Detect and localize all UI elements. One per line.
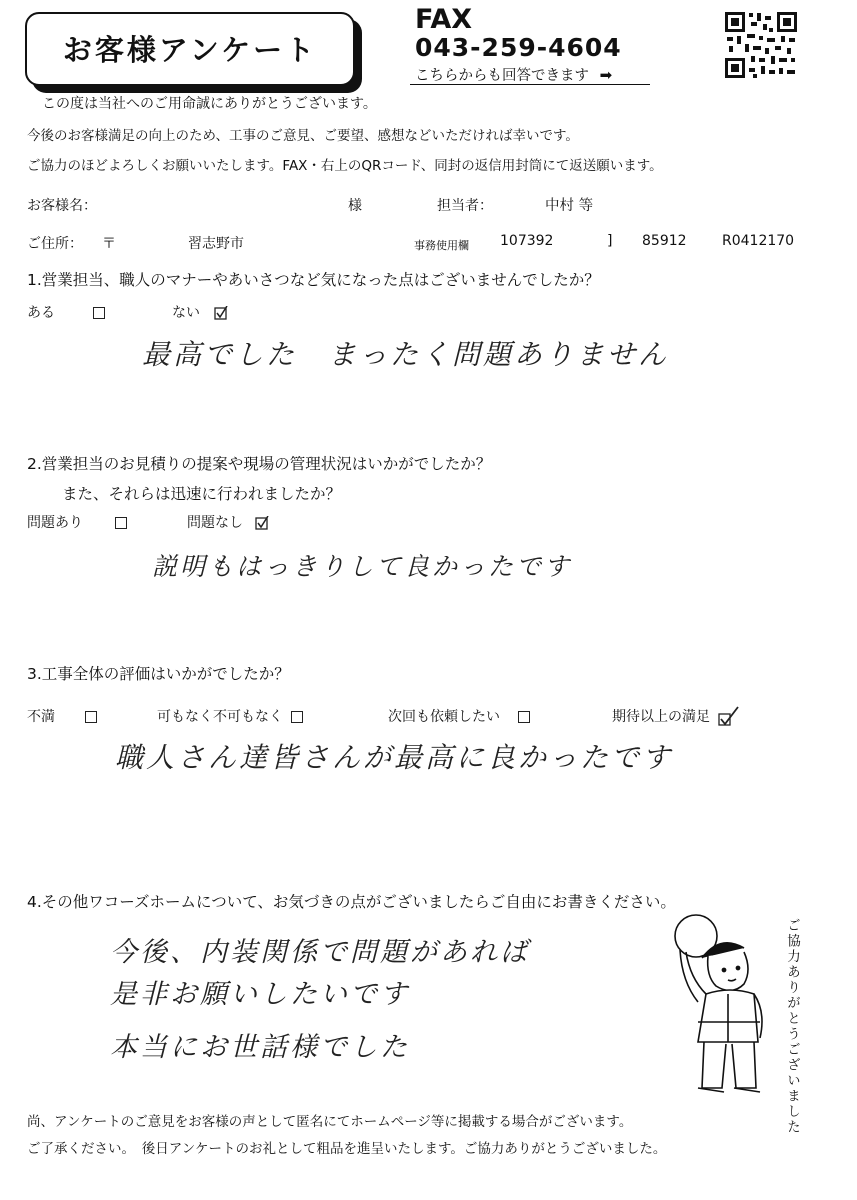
q2-problem-checkbox[interactable] bbox=[115, 517, 127, 529]
office-use-label: 事務使用欄 bbox=[414, 239, 469, 252]
staff-name: 中村 等 bbox=[545, 198, 594, 214]
q1-handwritten-answer: 最高でした まったく問題ありません bbox=[142, 338, 670, 371]
intro-line-2: 今後のお客様満足の向上のため、工事のご意見、ご要望、感想などいただければ幸いです。 bbox=[27, 128, 579, 144]
q3-option-neutral[interactable]: 可もなく不可もなく bbox=[157, 706, 303, 726]
postal-mark: 〒 bbox=[102, 236, 116, 252]
customer-name-label: お客様名： bbox=[27, 198, 97, 214]
q4-handwritten-line-1: 今後、内装関係で問題があれば bbox=[110, 937, 530, 968]
qr-note-underline bbox=[410, 84, 650, 85]
qr-note: こちらからも回答できます ➡ bbox=[415, 66, 613, 84]
checked-box-icon bbox=[255, 516, 269, 530]
q1-yes-checkbox[interactable] bbox=[93, 307, 105, 319]
q3-option-repeat[interactable]: 次回も依頼したい bbox=[388, 706, 530, 726]
q3-dissatisfied-checkbox[interactable] bbox=[85, 711, 97, 723]
honorific: 様 bbox=[348, 198, 362, 214]
bowing-worker-illustration bbox=[668, 912, 776, 1102]
q2-question-line-2: また、それらは迅速に行われましたか？ bbox=[62, 485, 342, 503]
footer-line-2: ご了承ください。 後日アンケートのお礼として粗品を進呈いたします。ご協力ありがとうございました。 bbox=[27, 1141, 667, 1157]
survey-title-box bbox=[25, 12, 355, 86]
arrow-right-icon: ➡ bbox=[599, 66, 613, 84]
q2-handwritten-answer: 説明もはっきりして良かったです bbox=[152, 552, 573, 581]
q4-handwritten-line-2: 是非お願いしたいです bbox=[110, 979, 410, 1010]
q2-question-line-1: 2.営業担当のお見積りの提案や現場の管理状況はいかがでしたか？ bbox=[27, 455, 492, 473]
checked-box-icon bbox=[214, 306, 228, 320]
office-code-3: R0412170 bbox=[722, 233, 795, 249]
office-code-1: 107392 bbox=[500, 233, 554, 249]
side-thanks-vertical: ご協力ありがとうございました bbox=[784, 918, 800, 1135]
q1-option-yes[interactable]: ある bbox=[27, 302, 105, 322]
q3-question: 3.工事全体の評価はいかがでしたか？ bbox=[27, 665, 290, 683]
address-city: 習志野市 bbox=[188, 236, 244, 252]
office-code-2: 85912 bbox=[642, 233, 687, 249]
footer-line-1: 尚、アンケートのご意見をお客様の声として匿名にてホームページ等に掲載する場合がございます。 bbox=[27, 1114, 633, 1130]
address-label: ご住所： bbox=[27, 236, 83, 252]
q2-no-problem-checkbox[interactable] bbox=[255, 515, 269, 531]
q3-option-dissatisfied[interactable]: 不満 bbox=[27, 706, 97, 726]
q1-no-checkbox[interactable] bbox=[214, 305, 228, 321]
checked-box-icon bbox=[718, 706, 744, 728]
q2-option-problem[interactable]: 問題あり bbox=[27, 512, 127, 532]
q2-option-no-problem[interactable]: 問題なし bbox=[187, 512, 269, 532]
intro-line-1: この度は当社へのご用命誠にありがとうございます。 bbox=[42, 96, 377, 112]
intro-line-3: ご協力のほどよろしくお願いいたします。FAX・右上のQRコード、同封の返信用封筒にて返送願います。 bbox=[27, 158, 663, 174]
q3-handwritten-answer: 職人さん達皆さんが最高に良かったです bbox=[115, 741, 674, 774]
fax-number: 043-259-4604 bbox=[415, 33, 622, 62]
staff-label: 担当者： bbox=[437, 198, 493, 214]
q3-repeat-checkbox[interactable] bbox=[518, 711, 530, 723]
fax-label: FAX bbox=[415, 4, 473, 35]
q1-question: 1.営業担当、職人のマナーやあいさつなど気になった点はございませんでしたか？ bbox=[27, 271, 600, 289]
q3-option-exceeded[interactable]: 期待以上の満足 bbox=[612, 706, 744, 728]
q1-option-no[interactable]: ない bbox=[172, 302, 228, 322]
survey-title: お客様アンケート bbox=[62, 33, 318, 67]
q4-question: 4.その他ワコーズホームについて、お気づきの点がございましたらご自由にお書きください。 bbox=[27, 893, 676, 911]
office-bracket: ] bbox=[607, 233, 613, 249]
q3-exceeded-checkbox[interactable] bbox=[718, 709, 744, 725]
q4-handwritten-line-3: 本当にお世話様でした bbox=[110, 1032, 410, 1063]
q3-neutral-checkbox[interactable] bbox=[291, 711, 303, 723]
qr-code-icon[interactable] bbox=[723, 10, 799, 80]
